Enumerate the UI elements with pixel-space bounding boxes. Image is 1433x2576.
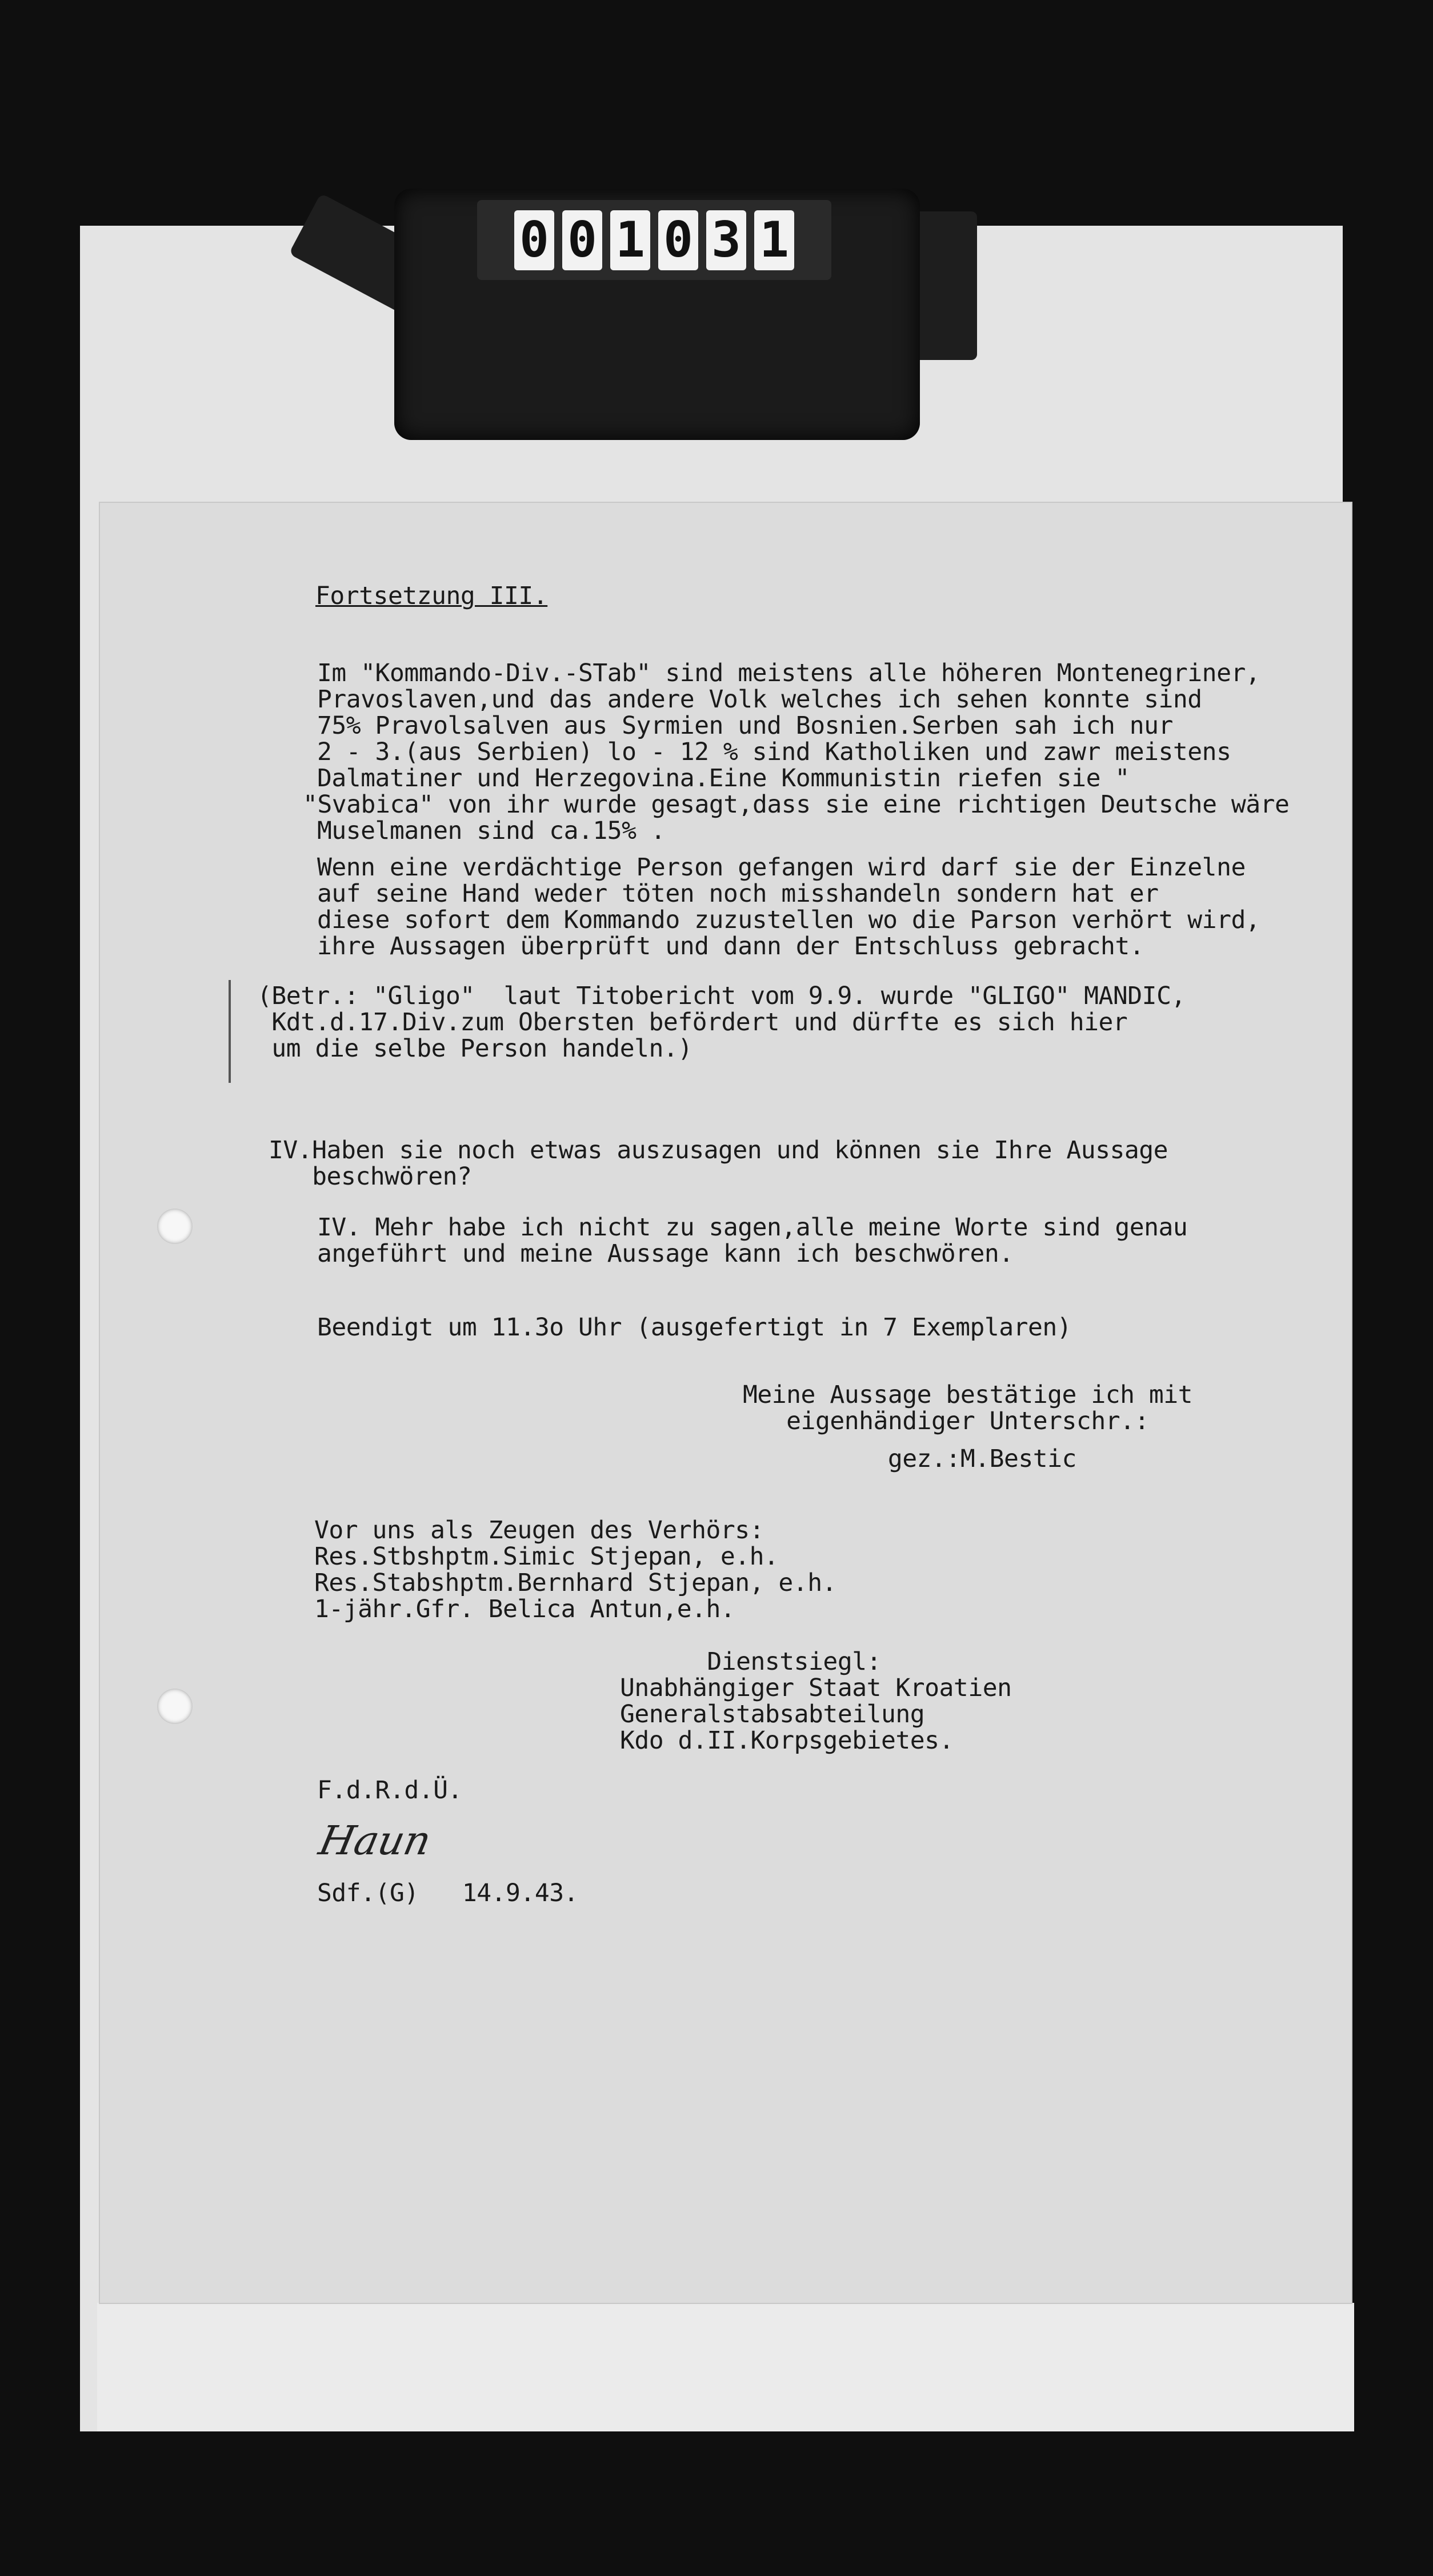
text-line: 2 - 3.(aus Serbien) lo - 12 % sind Katholiken und zawr meistens: [317, 738, 1231, 766]
text-line: Wenn eine verdächtige Person gefangen wird darf sie der Einzelne: [317, 853, 1246, 882]
text-line: Generalstabsabteilung: [620, 1700, 925, 1729]
text-line: Res.Stabshptm.Bernhard Stjepan, e.h.: [314, 1569, 836, 1597]
handwritten-signature: Haun: [315, 1817, 435, 1864]
margin-bracket: [229, 980, 254, 1083]
text-line: Im "Kommando-Div.-STab" sind meistens alle höheren Montenegriner,: [317, 659, 1260, 687]
punch-hole: [157, 1209, 193, 1244]
text-line: Res.Stbshptm.Simic Stjepan, e.h.: [314, 1542, 779, 1571]
counter-digit: 0: [562, 210, 602, 270]
text-line: ihre Aussagen überprüft und dann der Entschluss gebracht.: [317, 932, 1144, 961]
counter-digit: 1: [610, 210, 650, 270]
punch-hole: [157, 1689, 193, 1724]
text-line: beschwören?: [269, 1162, 472, 1191]
counter-digit: 0: [514, 210, 554, 270]
text-line: IV.Haben sie noch etwas auszusagen und können sie Ihre Aussage: [269, 1136, 1168, 1165]
text-line: auf seine Hand weder töten noch misshandeln sondern hat er: [317, 879, 1159, 908]
text-line: Unabhängiger Staat Kroatien: [620, 1674, 1012, 1702]
text-line: 75% Pravolsalven aus Syrmien und Bosnien.Serben sah ich nur: [317, 711, 1173, 740]
frame-counter-device: [394, 189, 920, 440]
text-line: um die selbe Person handeln.): [257, 1034, 693, 1063]
fdrdu-line: F.d.R.d.Ü.: [317, 1776, 462, 1805]
text-line: eigenhändiger Unterschr.:: [743, 1407, 1149, 1435]
text-line: Vor uns als Zeugen des Verhörs:: [314, 1516, 764, 1545]
text-line: Meine Aussage bestätige ich mit: [743, 1381, 1193, 1409]
text-line: Dienstsiegl:: [620, 1647, 881, 1676]
text-line: "Svabica" von ihr wurde gesagt,dass sie eine richtigen Deutsche wäre: [303, 790, 1290, 819]
text-line: Muselmanen sind ca.15% .: [317, 817, 666, 845]
text-line: gez.:M.Bestic: [743, 1445, 1076, 1473]
closing-line: Beendigt um 11.3o Uhr (ausgefertigt in 7 Exemplaren): [317, 1313, 1072, 1342]
footer-line: Sdf.(G) 14.9.43.: [317, 1879, 578, 1907]
counter-strap-right: [914, 211, 977, 360]
text-line: Kdo d.II.Korpsgebietes.: [620, 1726, 954, 1755]
bottom-paper-strip: [97, 2303, 1354, 2431]
counter-digit: 3: [706, 210, 746, 270]
text-line: Pravoslaven,und das andere Volk welches ich sehen konnte sind: [317, 685, 1202, 714]
page-heading: Fortsetzung III.: [315, 582, 548, 610]
counter-window: [477, 200, 831, 280]
counter-digit: 1: [754, 210, 794, 270]
text-line: diese sofort dem Kommando zuzustellen wo die Parson verhört wird,: [317, 906, 1260, 934]
text-line: IV. Mehr habe ich nicht zu sagen,alle meine Worte sind genau: [317, 1213, 1188, 1242]
text-line: (Betr.: "Gligo" laut Titobericht vom 9.9. wurde "GLIGO" MANDIC,: [257, 982, 1186, 1010]
text-line: 1-jähr.Gfr. Belica Antun,e.h.: [314, 1595, 735, 1623]
text-line: Dalmatiner und Herzegovina.Eine Kommunistin riefen sie ": [317, 764, 1130, 793]
text-line: Kdt.d.17.Div.zum Obersten befördert und dürfte es sich hier: [257, 1008, 1128, 1037]
counter-digit: 0: [658, 210, 698, 270]
text-line: angeführt und meine Aussage kann ich beschwören.: [317, 1239, 1014, 1268]
